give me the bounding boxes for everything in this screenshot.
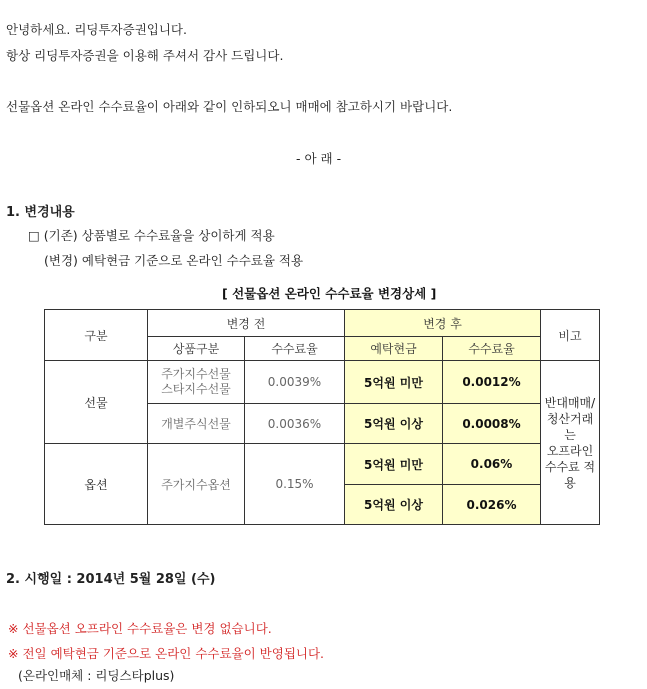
note-text: 반대매매/ 청산거래는 오프라인 수수료 적용: [541, 361, 600, 525]
futures-label: 선물: [45, 361, 148, 444]
notice-offline: ※ 선물옵션 오프라인 수수료율은 변경 없습니다.: [8, 621, 272, 636]
futures-tier2-deposit: 5억원 이상: [345, 404, 443, 444]
futures-tier1-deposit: 5억원 미만: [345, 361, 443, 404]
header-after: 변경 후: [345, 310, 541, 337]
header-before: 변경 전: [148, 310, 345, 337]
options-tier2-deposit: 5억원 이상: [345, 485, 443, 525]
section-marker: - 아 래 -: [296, 151, 342, 166]
header-category: 구분: [45, 310, 148, 361]
options-tier1-deposit: 5억원 미만: [345, 444, 443, 485]
greeting-line-1: 안녕하세요. 리딩투자증권입니다.: [6, 22, 187, 37]
futures-stock-products: 개별주식선물: [148, 404, 245, 444]
futures-index-fee: 0.0039%: [245, 361, 345, 404]
change-before: □ (기존) 상품별로 수수료율을 상이하게 적용: [28, 228, 275, 243]
notice-online: ※ 전일 예탁현금 기준으로 온라인 수수료율이 반영됩니다.: [8, 646, 325, 661]
futures-tier1-fee: 0.0012%: [443, 361, 541, 404]
header-note: 비고: [541, 310, 600, 361]
header-product-type: 상품구분: [148, 337, 245, 361]
fee-table: [44, 309, 600, 525]
options-label: 옵션: [45, 444, 148, 525]
futures-index-products: 주가지수선물 스타지수선물: [148, 361, 245, 404]
options-tier1-fee: 0.06%: [443, 444, 541, 485]
intro-text: 선물옵션 온라인 수수료율이 아래와 같이 인하되오니 매매에 참고하시기 바랍니다.: [6, 99, 453, 114]
header-fee-rate: 수수료율: [245, 337, 345, 361]
header-fee-rate-after: 수수료율: [443, 337, 541, 361]
notice-online-media: (온라인매체 : 리딩스타plus): [18, 668, 175, 683]
futures-stock-fee: 0.0036%: [245, 404, 345, 444]
options-tier2-fee: 0.026%: [443, 485, 541, 525]
options-products: 주가지수옵션: [148, 444, 245, 525]
greeting-line-2: 항상 리딩투자증권을 이용해 주셔서 감사 드립니다.: [6, 48, 284, 63]
section-2-title: 2. 시행일 : 2014년 5월 28일 (수): [6, 572, 216, 587]
futures-tier2-fee: 0.0008%: [443, 404, 541, 444]
header-deposit-cash: 예탁현금: [345, 337, 443, 361]
section-1-title: 1. 변경내용: [6, 205, 75, 220]
change-after: (변경) 예탁현금 기준으로 온라인 수수료율 적용: [44, 253, 304, 268]
table-title: [ 선물옵션 온라인 수수료율 변경상세 ]: [222, 286, 437, 301]
options-fee: 0.15%: [245, 444, 345, 525]
